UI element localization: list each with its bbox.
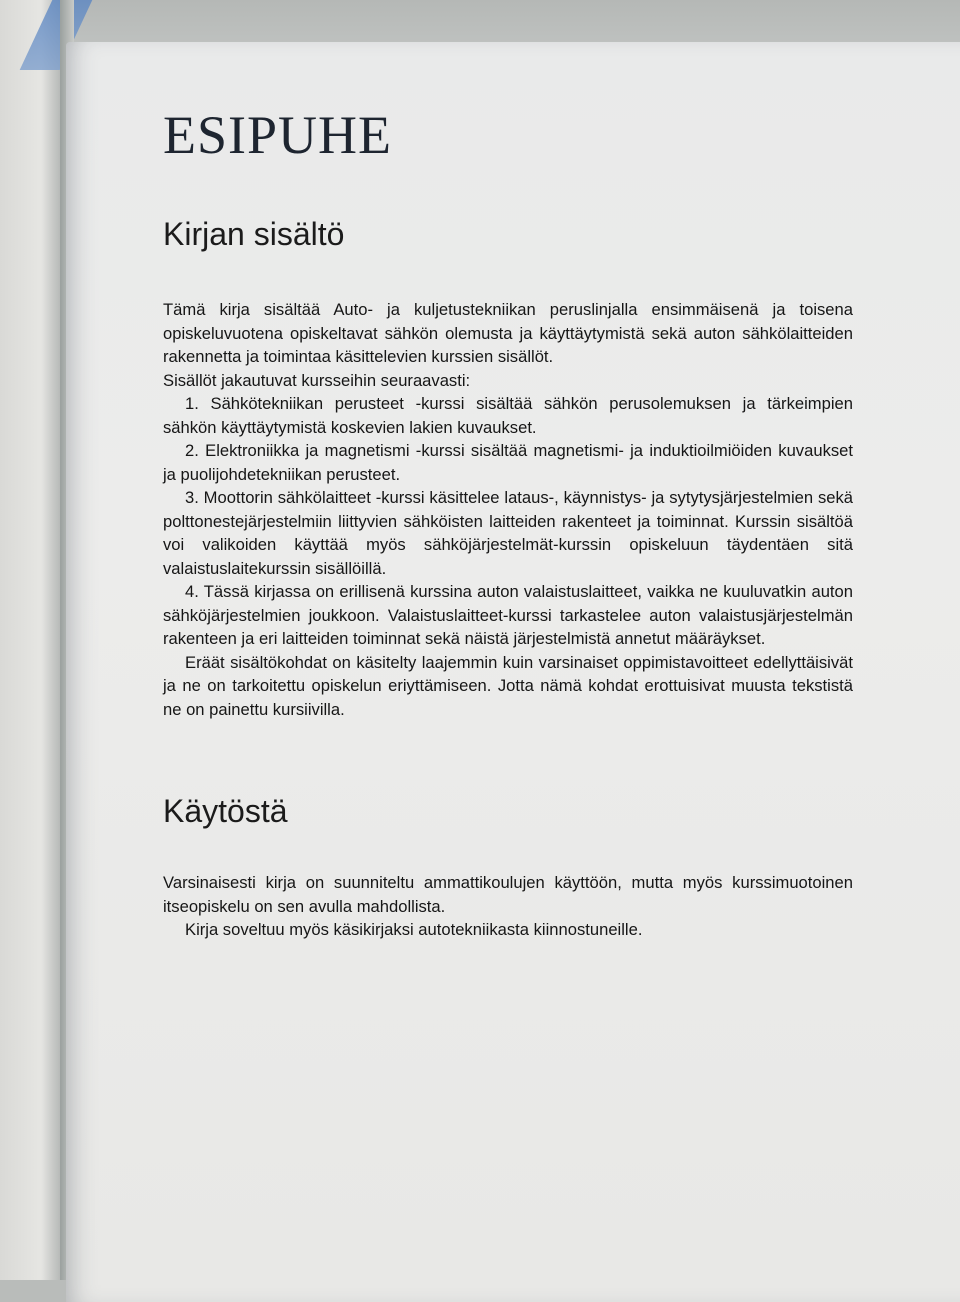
paragraph: Tämä kirja sisältää Auto- ja kuljetustekniikan peruslinjalla ensimmäisenä ja toisena opiskeluvuotena opiskeltavat sähkön olemusta ja käyttäytymistä sekä auton sähkölaitteiden rakennetta ja toimintaa käsittelevien kurssien sisällöt. — [163, 300, 853, 366]
list-item: 3. Moottorin sähkölaitteet -kurssi käsittelee lataus-, käynnistys- ja sytytysjärjestelmien sekä polttonestejärjestelmiin liittyvien sähköisten laitteiden rakenteet ja toiminnat. Kurssin sisältöä voi valikoiden käyttää myös sähköjärjestelmät-kurssin opiskeluun täydentäen sitä valaistuslaitekurssin sisällöillä. — [163, 488, 853, 578]
list-item: 4. Tässä kirjassa on erillisenä kurssina auton valaistuslaitteet, vaikka ne kuuluvatkin auton sähköjärjestelmien joukkoon. Valaistuslaitteet-kurssi tarkastelee auton valaistusjärjestelmän rakenteen ja eri laitteiden toiminnat sekä näistä järjestelmistä annetut määräykset. — [163, 582, 853, 648]
list-item: 2. Elektroniikka ja magnetismi -kurssi sisältää magnetismi- ja induktioilmiöiden kuvaukset ja puolijohdetekniikan perusteet. — [163, 441, 853, 484]
section-body-contents — [163, 298, 853, 721]
section-body-usage — [163, 871, 853, 942]
background-surface — [66, 0, 960, 48]
section-heading-usage: Käytöstä — [163, 793, 288, 829]
page-title: ESIPUHE — [163, 105, 393, 165]
paragraph: Sisällöt jakautuvat kursseihin seuraavasti: — [163, 370, 471, 390]
section-heading-contents: Kirjan sisältö — [163, 216, 345, 252]
paragraph: Eräät sisältökohdat on käsitelty laajemmin kuin varsinaiset oppimistavoitteet edellyttäisivät ja ne on tarkoitettu opiskelun eriyttämiseen. Jotta nämä kohdat erottuisivat muusta tekstistä ne on painettu kursiivilla. — [163, 652, 853, 719]
paragraph: Kirja soveltuu myös käsikirjaksi autotekniikasta kiinnostuneille. — [185, 920, 643, 939]
list-item: 1. Sähkötekniikan perusteet -kurssi sisältää sähkön perusolemuksen ja tärkeimpien sähkön käyttäytymistä koskevien lakien kuvaukset. — [163, 394, 853, 437]
paragraph: Varsinaisesti kirja on suunniteltu ammattikoulujen käyttöön, mutta myös kurssimuotoinen itseopiskelu on sen avulla mahdollista. — [163, 873, 853, 916]
page-content — [163, 100, 853, 942]
